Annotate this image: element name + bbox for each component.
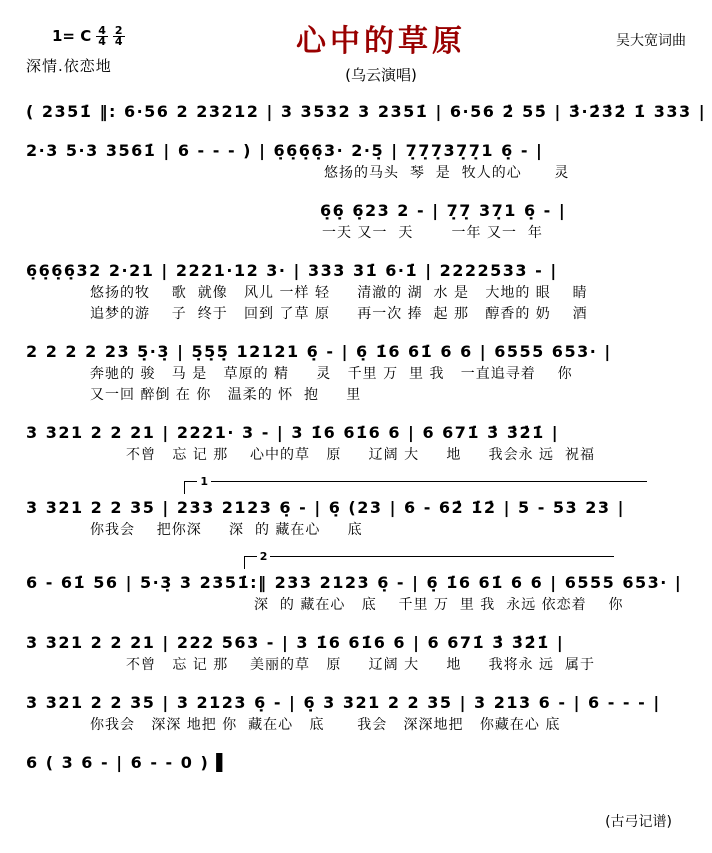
music-system xyxy=(26,550,686,616)
key-and-tempo xyxy=(26,16,216,76)
notation-line: ( 2351̇ ‖: 6·56 2 23212 | 3 3532 3 2351̇ | 6·56 2̇ 55̇ | 3̇·2̇3̇2̇ 1̇ 333 | xyxy=(26,102,707,121)
music-system xyxy=(26,421,686,466)
composer-credit: 吴大宽词曲 xyxy=(616,33,686,49)
music-system xyxy=(26,139,686,184)
lyric-line: 一天 又一 天 一年 又一 年 xyxy=(322,225,543,241)
volta-bracket xyxy=(184,475,647,494)
notation-line: 3 321 2 2 21 | 2221· 3 - | 3 1̇6 61̇6 6 | 6 671̇ 3̇ 3̇2̇1̇ | xyxy=(26,423,560,442)
lyric-line: 你我会 深深 地把 你 藏在心 底 我会 深深地把 你藏在心 底 xyxy=(90,717,561,733)
lyric-line: 深 的 藏在心 底 千里 万 里 我 永远 依恋着 你 xyxy=(254,597,624,613)
music-system xyxy=(26,259,686,325)
performer-subtitle: (乌云演唱) xyxy=(345,66,417,84)
lyric-line: 悠扬的马头 琴 是 牧人的心 灵 xyxy=(324,165,570,181)
notation-line: 6 - 61̇ 56 | 5·3̣ 3 2351̇:‖ 233 2123 6̣ - | 6̣ 1̇6 61̇ 6 6 | 6555 653· | xyxy=(26,573,683,592)
score xyxy=(26,100,707,775)
volta-bracket xyxy=(244,550,615,569)
time-signatures xyxy=(91,24,124,48)
time-signature-denominator: 4 xyxy=(98,35,106,48)
notation-line: 2 2 2 2 23 5̣·3̣ | 5̣5̣5̣ 12121 6̣ - | 6̣ 1̇6 61̇ 6 6 | 6555 653· | xyxy=(26,342,612,361)
volta-label: 2 xyxy=(257,550,271,563)
key-signature xyxy=(26,26,216,47)
notation-line: 3 321 2 2 21 | 222 563 - | 3 1̇6 61̇6 6 | 6 671̇ 3̇ 3̇2̇1̇ | xyxy=(26,633,565,652)
score-header xyxy=(26,16,686,85)
time-signature xyxy=(113,26,125,47)
time-signature-numerator: 4 xyxy=(98,24,106,37)
notation-line: 6̣6̣6̣6̣32 2·21 | 2221·12 3· | 333 31̇ 6·1̇ | 2222533 - | xyxy=(26,261,558,280)
music-system xyxy=(26,751,686,775)
music-system xyxy=(26,631,686,676)
lyric-line: 不曾 忘 记 那 美丽的草 原 辽阔 大 地 我将永 远 属于 xyxy=(126,657,595,673)
music-system xyxy=(26,691,686,736)
page-title: 心中的草原 xyxy=(296,24,466,59)
expression-marking: 深情.依恋地 xyxy=(26,57,112,75)
key-label: 1= C xyxy=(52,27,92,45)
lyric-line: 奔驰的 骏 马 是 草原的 精 灵 千里 万 里 我 一直追寻着 你 xyxy=(90,366,573,382)
title-block xyxy=(216,16,546,85)
lyric-line: 悠扬的牧 歌 就像 风儿 一样 轻 清澈的 湖 水 是 大地的 眼 睛 xyxy=(90,285,588,301)
transcriber-note: (古弓记谱) xyxy=(605,814,672,830)
lyric-line: 又一回 醉倒 在 你 温柔的 怀 抱 里 xyxy=(90,387,362,403)
music-system xyxy=(26,340,686,406)
notation-line: 2·3 5·3 3561̇ | 6 - - - ) | 6̣6̣6̣6̣3· 2·5̣ | 7̣7̣7̣37̣7̣1 6̣ - | xyxy=(26,141,544,160)
lyric-line: 不曾 忘 记 那 心中的草 原 辽阔 大 地 我会永 远 祝福 xyxy=(126,447,595,463)
notation-line: 6 ( 3 6 - | 6 - - 0 ) ▌ xyxy=(26,753,231,772)
notation-line: 6̣6̣ 6̣23 2 - | 7̣7̣ 37̣1 6̣ - | xyxy=(320,201,567,220)
time-signature xyxy=(96,26,108,47)
music-system xyxy=(26,100,707,124)
time-signature-numerator: 2 xyxy=(114,24,123,37)
volta-label: 1 xyxy=(197,475,211,488)
lyric-line: 你我会 把你深 深 的 藏在心 底 xyxy=(90,522,363,538)
time-signature-denominator: 4 xyxy=(114,35,123,48)
music-system xyxy=(26,199,686,244)
notation-line: 3 321 2 2 35 | 233 2123 6̣ - | 6̣ (23 | 6 - 62̇ 1̇2̇ | 5 - 53 23 | xyxy=(26,498,625,517)
lyric-line: 追梦的游 子 终于 回到 了草 原 再一次 捧 起 那 醇香的 奶 酒 xyxy=(90,306,588,322)
music-system xyxy=(26,475,686,541)
notation-line: 3 321 2 2 35 | 3 2123 6̣ - | 6̣ 3 321 2 2 35 | 3 213 6 - | 6 - - - | xyxy=(26,693,661,712)
